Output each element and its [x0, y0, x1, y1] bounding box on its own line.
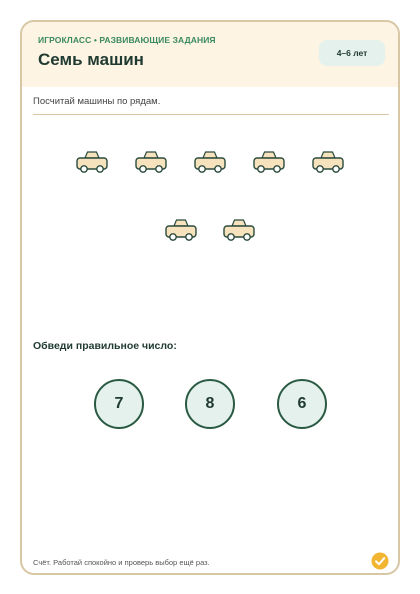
choice-7-button[interactable]: 7 [94, 379, 144, 429]
car-icon [134, 149, 168, 175]
car-icon [252, 149, 286, 175]
worksheet [20, 20, 400, 575]
car-icon [193, 149, 227, 175]
car-row-1 [22, 149, 398, 179]
choice-6-button[interactable]: 6 [277, 379, 327, 429]
age-badge: 4–6 лет [319, 40, 385, 66]
car-row-2 [22, 217, 398, 247]
car-icon [311, 149, 345, 175]
choice-8-button[interactable]: 8 [185, 379, 235, 429]
choice-prompt: Обведи правильное число: [33, 340, 177, 352]
header-banner [22, 22, 398, 87]
page-title: Семь машин [38, 50, 144, 69]
car-icon [75, 149, 109, 175]
divider [33, 114, 389, 115]
instruction-text: Посчитай машины по рядам. [33, 96, 161, 107]
brand-kicker: ИГРОКЛАСС • РАЗВИВАЮЩИЕ ЗАДАНИЯ [38, 35, 216, 45]
footer-note: Счёт. Работай спокойно и проверь выбор ещё раз. [33, 558, 210, 567]
car-icon [164, 217, 198, 243]
check-icon [371, 552, 389, 570]
car-icon [222, 217, 256, 243]
